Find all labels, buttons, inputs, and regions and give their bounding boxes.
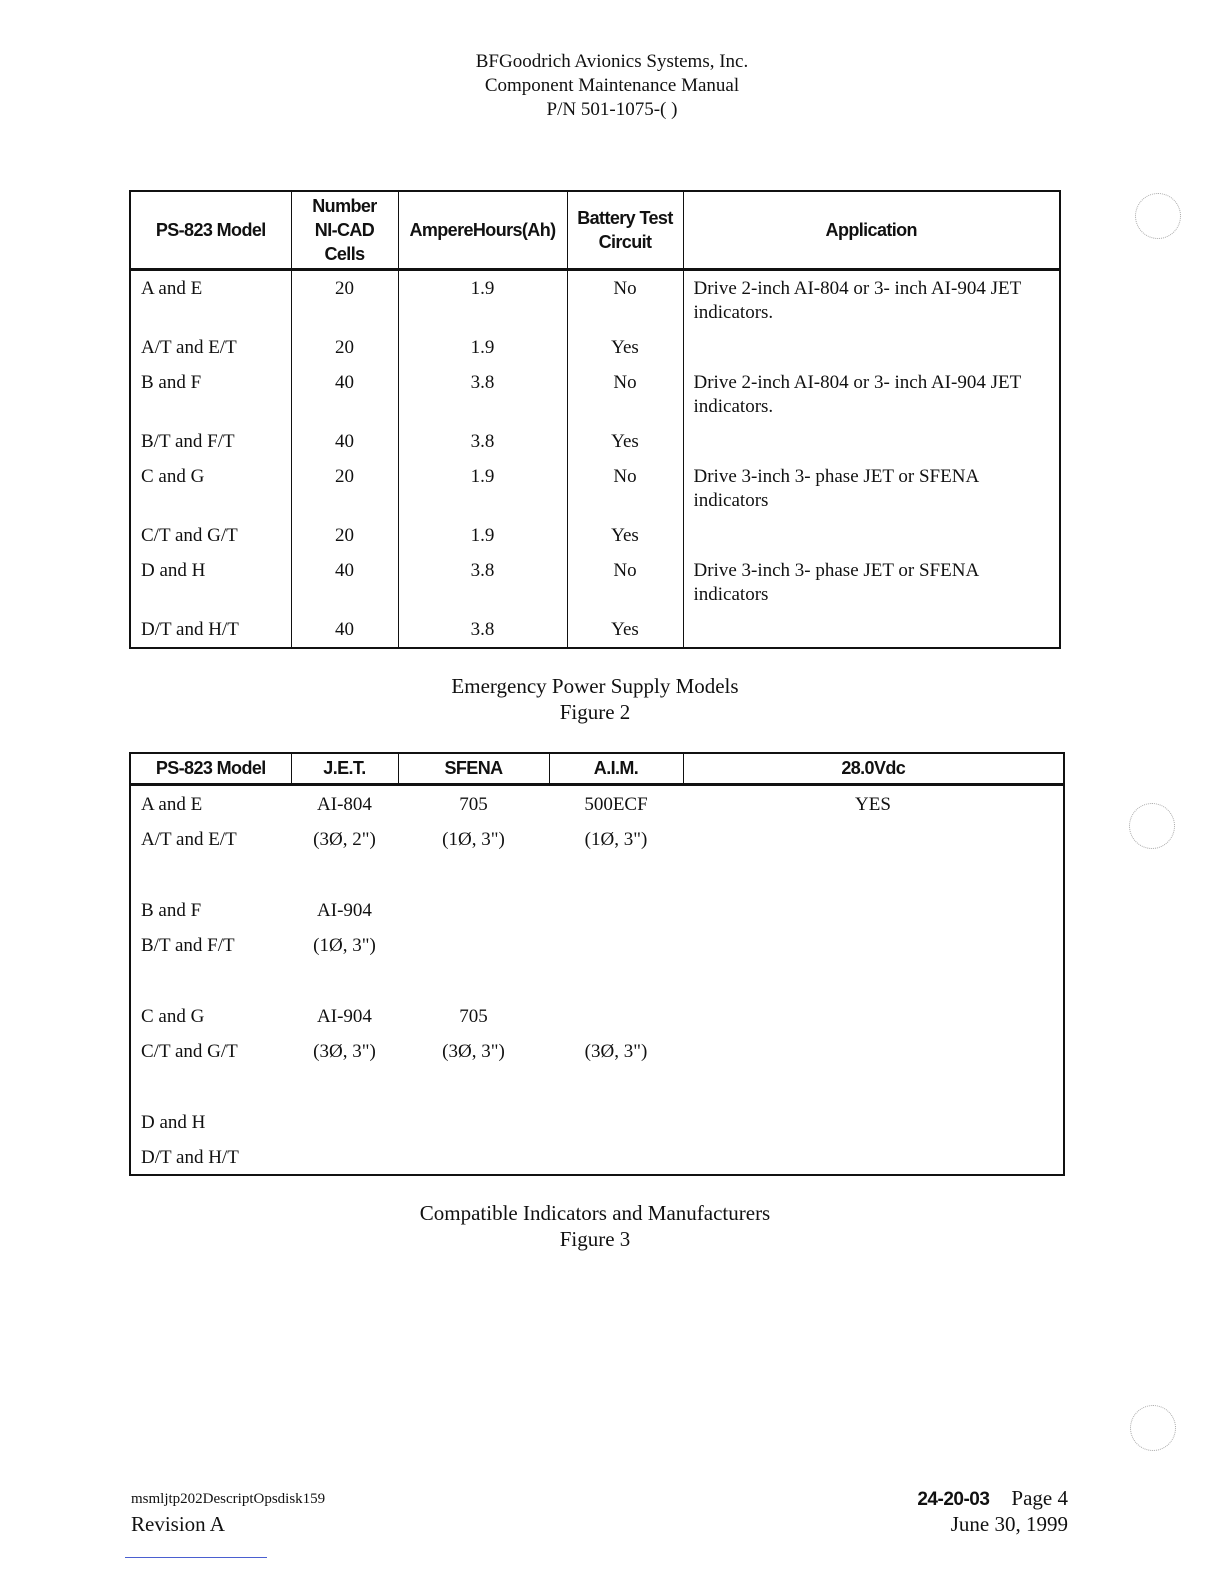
footer-revision: Revision A xyxy=(131,1512,225,1536)
cell-28vdc xyxy=(683,927,1064,962)
cell-ah: 1.9 xyxy=(398,270,567,331)
cell-cells: 20 xyxy=(291,270,398,331)
cell-model: C/T and G/T xyxy=(141,1041,238,1062)
table-row xyxy=(130,998,1064,1033)
cell-model: A/T and E/T xyxy=(130,330,291,365)
cell-jet: (1Ø, 3") xyxy=(313,935,376,956)
cell-model: D and H xyxy=(141,1112,206,1133)
row-spacer xyxy=(130,856,1064,892)
punch-hole-icon xyxy=(1129,803,1175,849)
figure2-title: Emergency Power Supply Models xyxy=(451,674,739,698)
cell-ah: 3.8 xyxy=(398,612,567,648)
cell-cells: 40 xyxy=(291,553,398,612)
cell-jet xyxy=(291,1104,398,1139)
col-header-sfena: SFENA xyxy=(398,753,549,785)
cell-jet: AI-904 xyxy=(317,900,372,921)
cell-ah: 3.8 xyxy=(398,424,567,459)
col-header-application: Application xyxy=(683,191,1060,270)
cell-cells: 20 xyxy=(291,518,398,553)
cell-sfena xyxy=(398,1104,549,1139)
part-number: P/N 501-1075-( ) xyxy=(546,99,678,120)
company-name: BFGoodrich Avionics Systems, Inc. xyxy=(475,51,749,72)
col-header-ampere-hours: AmpereHours(Ah) xyxy=(398,191,567,270)
cell-cells: 40 xyxy=(291,612,398,648)
cell-cells: 40 xyxy=(291,424,398,459)
cell-model: D/T and H/T xyxy=(141,1147,239,1168)
table-row xyxy=(130,1139,1064,1175)
table-row xyxy=(130,785,1064,822)
cell-application xyxy=(683,330,1060,365)
cell-28vdc: YES xyxy=(855,794,891,815)
table-row xyxy=(130,270,1060,331)
cell-ah: 3.8 xyxy=(398,553,567,612)
cell-28vdc xyxy=(683,821,1064,856)
cell-model: B/T and F/T xyxy=(141,935,235,956)
cell-cells: 20 xyxy=(291,330,398,365)
table-row xyxy=(130,553,1060,612)
cell-28vdc xyxy=(683,1104,1064,1139)
table-row xyxy=(130,927,1064,962)
cell-aim xyxy=(549,892,683,927)
cell-model: C and G xyxy=(141,1006,205,1027)
cell-28vdc xyxy=(683,1033,1064,1068)
document-header xyxy=(0,50,1224,122)
cell-sfena: (1Ø, 3") xyxy=(442,829,505,850)
cell-ah: 1.9 xyxy=(398,459,567,518)
cell-ah: 1.9 xyxy=(398,330,567,365)
cell-jet: AI-804 xyxy=(317,794,372,815)
table-row xyxy=(130,821,1064,856)
cell-sfena xyxy=(398,892,549,927)
cell-battery: Yes xyxy=(567,612,683,648)
col-header-model: PS-823 Model xyxy=(130,191,291,270)
cell-jet xyxy=(291,1139,398,1175)
cell-aim xyxy=(549,927,683,962)
cell-sfena: 705 xyxy=(459,794,488,815)
figure3-title: Compatible Indicators and Manufacturers xyxy=(419,1201,771,1225)
cell-jet: (3Ø, 2") xyxy=(313,829,376,850)
figure2-number: Figure 2 xyxy=(559,700,631,724)
table-row xyxy=(130,459,1060,518)
figure3-number: Figure 3 xyxy=(559,1227,631,1251)
cell-battery: No xyxy=(567,365,683,424)
cell-model: B and F xyxy=(141,900,202,921)
compatible-indicators-table xyxy=(129,752,1065,1176)
cell-model: D/T and H/T xyxy=(130,612,291,648)
cell-aim xyxy=(549,1139,683,1175)
cell-ah: 3.8 xyxy=(398,365,567,424)
cell-application: Drive 2-inch AI-804 or 3- inch AI-904 JET indicators. xyxy=(683,365,1060,424)
footer-section: 24-20-03 xyxy=(917,1489,990,1510)
table-row xyxy=(130,518,1060,553)
footer-page: Page 4 xyxy=(1011,1486,1068,1510)
cell-aim: 500ECF xyxy=(584,794,648,815)
punch-hole-icon xyxy=(1135,193,1181,239)
footer-rule xyxy=(125,1557,267,1558)
power-supply-models-table xyxy=(129,190,1061,649)
cell-battery: Yes xyxy=(567,518,683,553)
cell-application: Drive 2-inch AI-804 or 3- inch AI-904 JET indicators. xyxy=(683,270,1060,331)
cell-cells: 40 xyxy=(291,365,398,424)
cell-application xyxy=(683,424,1060,459)
cell-model: C and G xyxy=(130,459,291,518)
row-spacer xyxy=(130,1068,1064,1104)
cell-sfena xyxy=(398,1139,549,1175)
cell-battery: No xyxy=(567,553,683,612)
cell-model: B and F xyxy=(130,365,291,424)
col-header-cells: Number NI-CAD Cells xyxy=(291,191,398,270)
manual-title: Component Maintenance Manual xyxy=(484,75,740,96)
footer-date: June 30, 1999 xyxy=(950,1512,1068,1536)
cell-battery: No xyxy=(567,270,683,331)
table-header-row xyxy=(130,191,1060,270)
table-header-row xyxy=(130,753,1064,785)
figure3-caption xyxy=(0,1200,1190,1252)
cell-ah: 1.9 xyxy=(398,518,567,553)
col-header-jet: J.E.T. xyxy=(291,753,398,785)
cell-aim xyxy=(549,998,683,1033)
cell-application xyxy=(683,518,1060,553)
cell-battery: No xyxy=(567,459,683,518)
row-spacer xyxy=(130,962,1064,998)
table-row xyxy=(130,1104,1064,1139)
cell-jet: AI-904 xyxy=(317,1006,372,1027)
figure2-caption xyxy=(0,673,1190,725)
cell-28vdc xyxy=(683,1139,1064,1175)
col-header-model: PS-823 Model xyxy=(130,753,291,785)
cell-aim: (1Ø, 3") xyxy=(584,829,648,850)
cell-application: Drive 3-inch 3- phase JET or SFENA indicators xyxy=(683,553,1060,612)
col-header-28vdc: 28.0Vdc xyxy=(683,753,1064,785)
footer-file-name: msmljtp202DescriptOpsdisk159 xyxy=(131,1491,326,1507)
cell-model: C/T and G/T xyxy=(130,518,291,553)
cell-application xyxy=(683,612,1060,648)
cell-model: A/T and E/T xyxy=(141,829,237,850)
footer-section-page xyxy=(917,1486,1068,1511)
table-row xyxy=(130,612,1060,648)
table-row xyxy=(130,892,1064,927)
cell-sfena: (3Ø, 3") xyxy=(442,1041,505,1062)
cell-sfena xyxy=(398,927,549,962)
col-header-aim: A.I.M. xyxy=(549,753,683,785)
cell-battery: Yes xyxy=(567,424,683,459)
cell-aim xyxy=(549,1104,683,1139)
table-row xyxy=(130,365,1060,424)
cell-sfena: 705 xyxy=(459,1006,488,1027)
cell-application: Drive 3-inch 3- phase JET or SFENA indicators xyxy=(683,459,1060,518)
cell-28vdc xyxy=(683,892,1064,927)
table-row xyxy=(130,1033,1064,1068)
cell-model: D and H xyxy=(130,553,291,612)
cell-model: A and E xyxy=(130,270,291,331)
table-row xyxy=(130,424,1060,459)
cell-cells: 20 xyxy=(291,459,398,518)
col-header-battery-test: Battery Test Circuit xyxy=(567,191,683,270)
cell-28vdc xyxy=(683,998,1064,1033)
punch-hole-icon xyxy=(1130,1405,1176,1451)
cell-aim: (3Ø, 3") xyxy=(584,1041,648,1062)
cell-model: A and E xyxy=(141,794,203,815)
cell-battery: Yes xyxy=(567,330,683,365)
table-row xyxy=(130,330,1060,365)
cell-model: B/T and F/T xyxy=(130,424,291,459)
cell-jet: (3Ø, 3") xyxy=(313,1041,376,1062)
